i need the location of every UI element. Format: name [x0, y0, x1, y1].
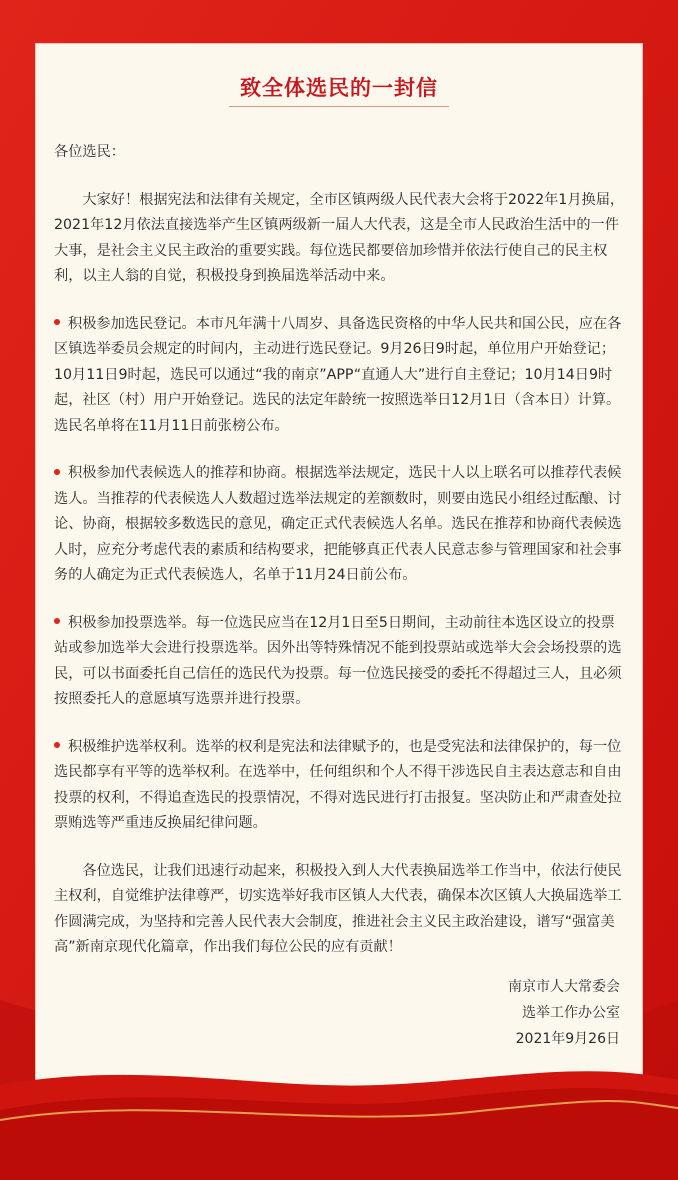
bullet-item-voting [54, 611, 626, 713]
bullet-dot-icon [54, 618, 60, 624]
title-divider [229, 106, 449, 107]
bullet-item-nomination [54, 461, 626, 589]
letter-body [54, 140, 626, 961]
greeting: 各位选民： [54, 144, 125, 160]
letter-title: 致全体选民的一封信 [240, 76, 438, 100]
bullet-text: 积极参加投票选举。每一位选民应当在12月1日至5日期间，主动前往本选区设立的投票站或参加选举大会进行投票选举。因外出等特殊情况不能到投票站或选举大会会场投票的选民，可以书面委托自己信任的选民代为投票。每一位选民接受的委托不得超过三人，且必须按照委托人的意愿填写选票并进行投票。 [54, 614, 622, 707]
bullet-text: 积极参加选民登记。本市凡年满十八周岁、具备选民资格的中华人民共和国公民，应在各区镇选举委员会规定的时间内，主动进行选民登记。9月26日9时起，单位用户开始登记；10月11日9时起，选民可以通过“我的南京”APP“直通人大”进行自主登记；10月14日9时起，社区（村）用户开始登记。选民的法定年龄统一按照选举日12月1日（含本日）计算。选民名单将在11月11日前张榜公布。 [54, 315, 622, 434]
bullet-text: 积极维护选举权利。选举的权利是宪法和法律赋予的，也是受宪法和法律保护的，每一位选民都享有平等的选举权利。在选举中，任何组织和个人不得干涉选民自主表达意志和自由投票的权利，不得追查选民的投票情况，不得对选民进行打击报复。坚决防止和严肃查处拉票贿选等严重违反换届纪律问题。 [54, 738, 622, 831]
closing-paragraph: 各位选民，让我们迅速行动起来，积极投入到人大代表换届选举工作当中，依法行使民主权利，自觉维护法律尊严，切实选举好我市区镇人大代表，确保本次区镇人大换届选举工作圆满完成，为坚持和完善人民代表大会制度，推进社会主义民主政治建设，谱写“强富美高”新南京现代化篇章，作出我们每位公民的应有贡献！ [54, 862, 622, 955]
bullet-text: 积极参加代表候选人的推荐和协商。根据选举法规定，选民十人以上联名可以推荐代表候选人。当推荐的代表候选人人数超过选举法规定的差额数时，则要由选民小组经过酝酿、讨论、协商，根据较多数选民的意见，确定正式代表候选人名单。选民在推荐和协商代表候选人时，应充分考虑代表的素质和结构要求，把能够真正代表人民意志参与管理国家和社会事务的人确定为正式代表候选人，名单于11月24日前公布。 [54, 465, 622, 583]
signature-org: 南京市人大常委会 [508, 979, 620, 995]
signature-date: 2021年9月26日 [515, 1031, 620, 1047]
bullet-dot-icon [54, 319, 60, 325]
signature-block [508, 974, 620, 1052]
letter-paper [36, 44, 642, 1088]
bullet-item-registration [54, 312, 626, 440]
signature-office: 选举工作办公室 [522, 1005, 620, 1021]
bullet-dot-icon [54, 469, 60, 475]
bullet-dot-icon [54, 742, 60, 748]
bullet-item-rights [54, 735, 626, 837]
intro-paragraph: 大家好！根据宪法和法律有关规定，全市区镇两级人民代表大会将于2022年1月换届，2021年12月依法直接选举产生区镇两级新一届人大代表，这是全市人民政治生活中的一件大事，是社会主义民主政治的重要实践。每位选民都要倍加珍惜并依法行使自己的民主权利，以主人翁的自觉，积极投身到换届选举活动中来。 [54, 191, 625, 284]
